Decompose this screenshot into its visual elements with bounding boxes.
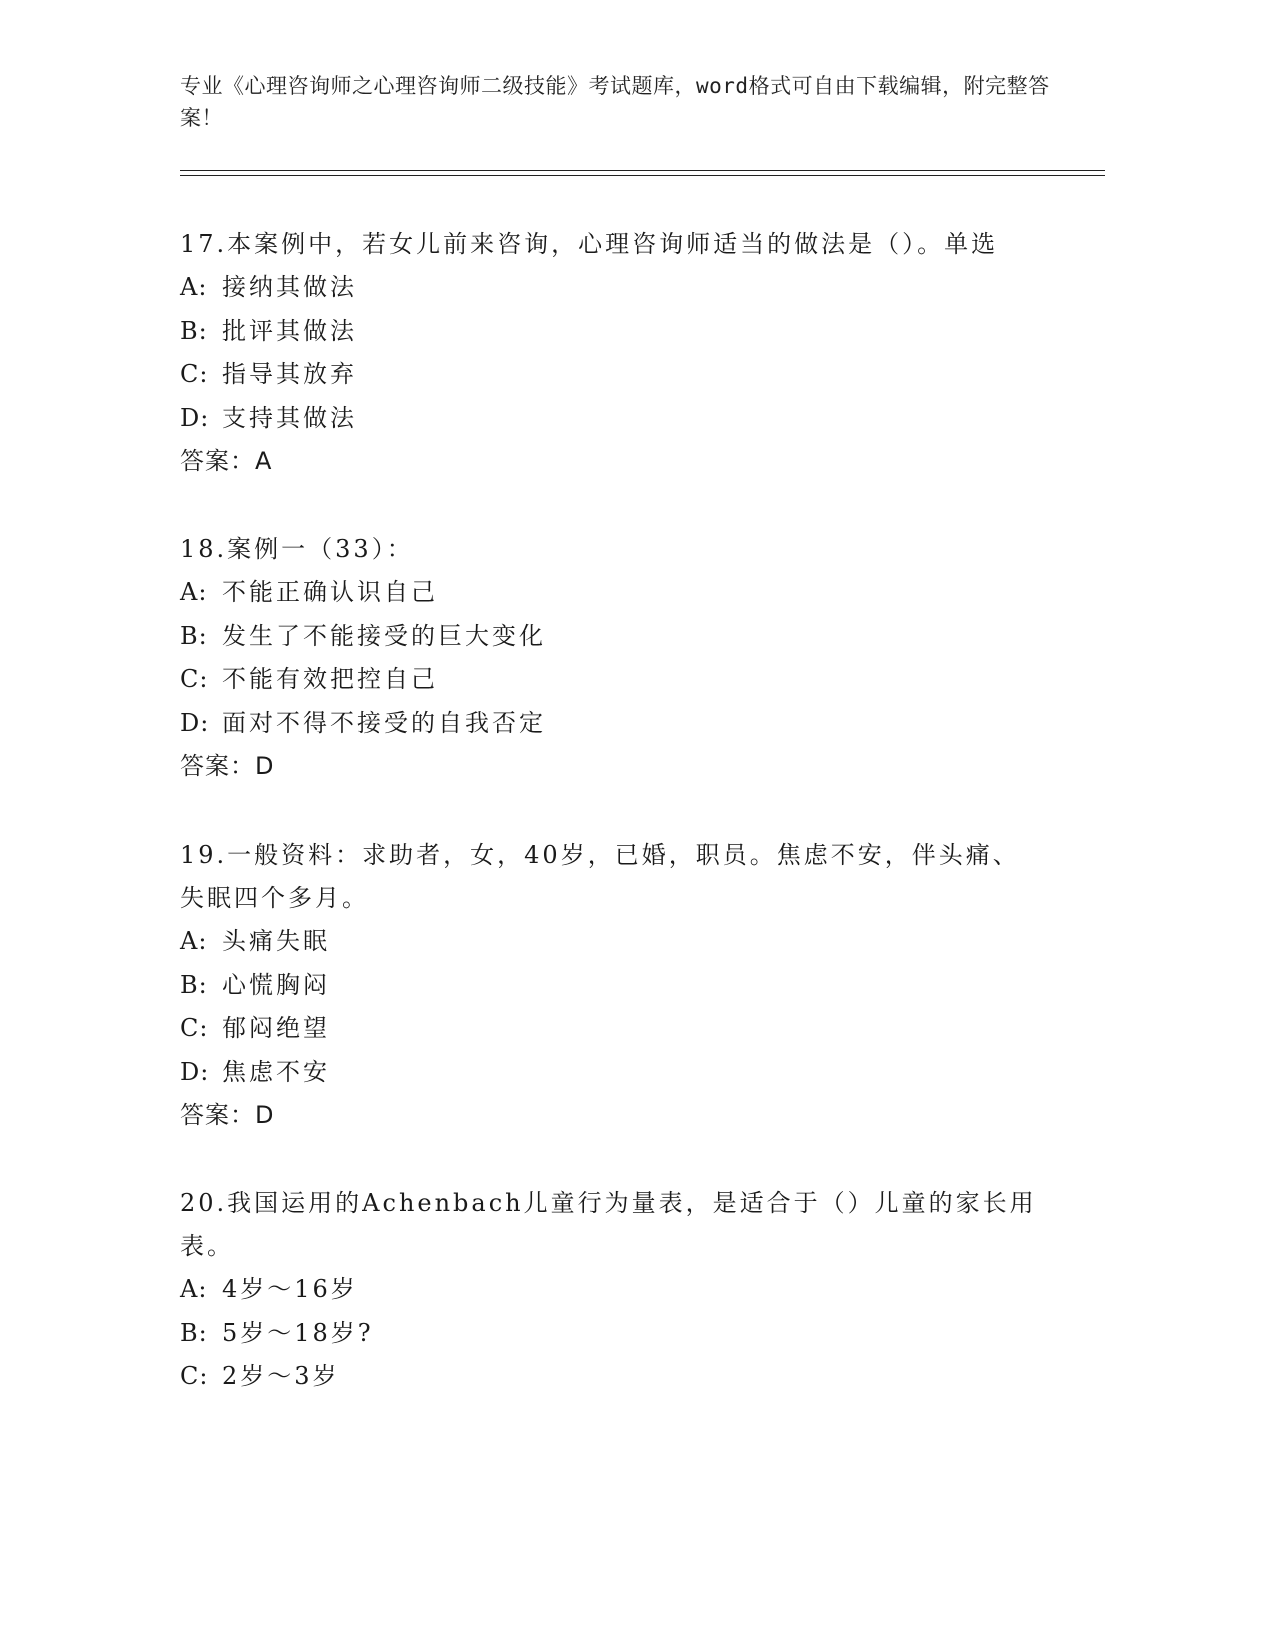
answer-line: 答案：D xyxy=(180,752,275,780)
option-a xyxy=(180,266,1040,310)
question-stem: 18.案例一（33）： xyxy=(180,535,414,563)
option-label: A: xyxy=(180,1275,208,1303)
question-19 xyxy=(180,834,1040,1137)
option-text: 面对不得不接受的自我否定 xyxy=(222,708,546,737)
question-17 xyxy=(180,223,1040,483)
answer-line: 答案：D xyxy=(180,1101,275,1129)
option-label: C: xyxy=(180,1362,209,1390)
option-d xyxy=(180,702,1040,746)
question-stem: 19.一般资料：求助者，女，40岁，已婚，职员。焦虑不安，伴头痛、失眠四个多月。 xyxy=(180,841,1020,912)
option-label: D: xyxy=(180,403,210,432)
option-label: C: xyxy=(180,360,209,388)
option-a xyxy=(180,920,1040,964)
option-label: A: xyxy=(180,578,208,606)
option-label: A: xyxy=(180,273,208,301)
option-a xyxy=(180,571,1040,615)
option-text: 不能有效把控自己 xyxy=(222,665,438,693)
answer-line: 答案：A xyxy=(180,447,273,475)
option-c xyxy=(180,1007,1040,1051)
option-c xyxy=(180,658,1040,702)
option-label: D: xyxy=(180,1057,210,1086)
option-a xyxy=(180,1268,1040,1312)
option-label: C: xyxy=(180,665,209,693)
option-b xyxy=(180,310,1040,354)
question-20 xyxy=(180,1182,1040,1399)
option-text: 2岁～3岁 xyxy=(222,1362,340,1390)
question-stem: 17.本案例中，若女儿前来咨询，心理咨询师适当的做法是（）。单选 xyxy=(180,230,999,258)
option-text: 支持其做法 xyxy=(222,403,357,432)
option-text: 批评其做法 xyxy=(222,316,357,345)
option-d xyxy=(180,1051,1040,1095)
question-18 xyxy=(180,528,1040,788)
option-label: B: xyxy=(180,316,208,345)
option-text: 发生了不能接受的巨大变化 xyxy=(222,621,546,650)
option-b xyxy=(180,1312,1040,1356)
option-d xyxy=(180,397,1040,441)
option-label: D: xyxy=(180,708,210,737)
option-b xyxy=(180,615,1040,659)
option-text: 5岁～18岁? xyxy=(222,1318,374,1347)
option-text: 焦虑不安 xyxy=(222,1057,330,1086)
option-text: 头痛失眠 xyxy=(222,927,330,955)
document-header: 专业《心理咨询师之心理咨询师二级技能》考试题库，word格式可自由下载编辑，附完整答案！ xyxy=(180,74,1050,130)
option-label: C: xyxy=(180,1014,209,1042)
option-text: 不能正确认识自己 xyxy=(222,578,438,606)
option-c xyxy=(180,1355,1040,1399)
option-b xyxy=(180,964,1040,1008)
header-divider-bottom xyxy=(180,175,1105,176)
option-label: B: xyxy=(180,621,208,650)
option-c xyxy=(180,353,1040,397)
option-text: 郁闷绝望 xyxy=(222,1014,330,1042)
option-label: B: xyxy=(180,1318,208,1347)
option-label: A: xyxy=(180,927,208,955)
option-text: 指导其放弃 xyxy=(222,360,357,388)
header-divider-top xyxy=(180,170,1105,171)
option-text: 4岁～16岁 xyxy=(222,1275,358,1303)
option-text: 接纳其做法 xyxy=(222,273,357,301)
option-label: B: xyxy=(180,970,208,999)
question-stem: 20.我国运用的Achenbach儿童行为量表，是适合于（）儿童的家长用表。 xyxy=(180,1189,1037,1260)
option-text: 心慌胸闷 xyxy=(222,970,330,999)
